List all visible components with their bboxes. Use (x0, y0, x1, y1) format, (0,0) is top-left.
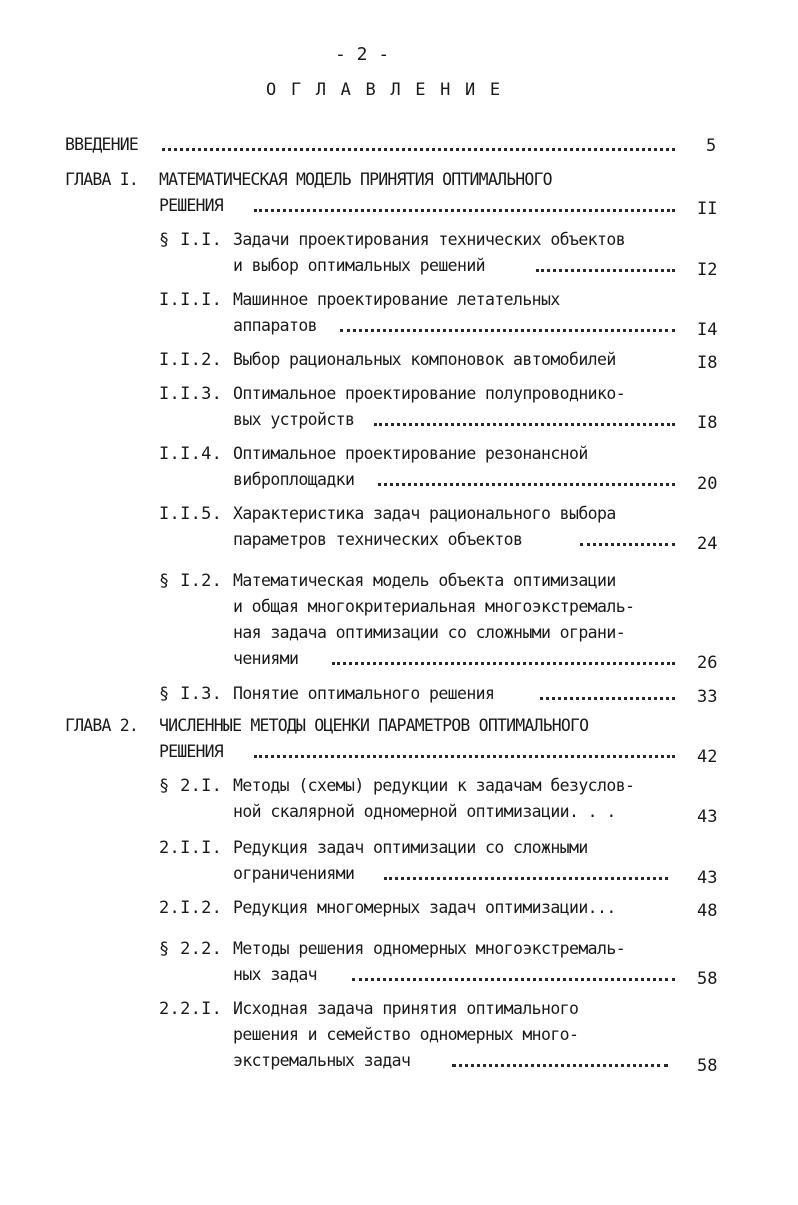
dot-leader (254, 209, 675, 212)
entry-title-line: Характеристика задач рационального выбора (233, 504, 616, 523)
entry-page: 58 (697, 969, 718, 989)
dot-leader (452, 1064, 668, 1067)
entry-title-line: Редукция задач оптимизации со сложными (233, 838, 588, 857)
entry-page: 48 (697, 901, 718, 921)
entry-page: 20 (697, 474, 718, 494)
entry-page: 43 (697, 807, 718, 827)
page-number: - 2 - (335, 44, 390, 65)
entry-title-line: Оптимальное проектирование резонансной (233, 444, 588, 463)
entry-title-line: МАТЕМАТИЧЕСКАЯ МОДЕЛЬ ПРИНЯТИЯ ОПТИМАЛЬНОГО (159, 170, 552, 189)
entry-page: I8 (697, 413, 718, 433)
entry-page: 24 (697, 534, 718, 554)
entry-page: 43 (697, 868, 718, 888)
entry-title-line: ной скалярной одномерной оптимизации. . . (233, 802, 616, 821)
entry-page: I2 (697, 260, 718, 280)
dot-leader (580, 543, 675, 546)
toc-title: О Г Л А В Л Е Н И Е (266, 80, 503, 100)
entry-title-line: Выбор рациональных компоновок автомобилей (233, 350, 616, 369)
dot-leader (540, 697, 675, 700)
entry-title-line: Задачи проектирования технических объектов (233, 230, 626, 249)
entry-number: I.I.5. (159, 504, 223, 524)
entry-title-line: РЕШЕНИЯ (159, 196, 223, 215)
entry-page: 33 (697, 687, 718, 707)
entry-page: 26 (697, 653, 718, 673)
entry-number: 2.I.I. (159, 838, 223, 858)
dot-leader (384, 877, 668, 880)
entry-title-line: Машинное проектирование летательных (233, 290, 560, 309)
entry-title-line: Исходная задача принятия оптимального (233, 999, 579, 1018)
entry-number: I.I.4. (159, 444, 223, 464)
entry-title-line: Методы (схемы) редукции к задачам безуслов- (233, 776, 635, 795)
dot-leader (332, 662, 675, 665)
entry-number: I.I.2. (159, 350, 223, 370)
entry-title-line: Методы решения одномерных многоэкстремаль- (233, 939, 626, 958)
entry-page: 58 (697, 1056, 718, 1076)
entry-number: I.I.I. (159, 290, 223, 310)
entry-title-line: Оптимальное проектирование полупроводнико- (233, 384, 626, 403)
entry-title-line: Редукция многомерных задач оптимизации... (233, 898, 616, 917)
dot-leader (162, 148, 675, 151)
entry-number: I.I.3. (159, 384, 223, 404)
entry-title-line: решения и семейство одномерных много- (233, 1025, 579, 1044)
entry-page: I4 (697, 320, 718, 340)
dot-leader (340, 329, 675, 332)
entry-title-line: Понятие оптимального решения (233, 684, 495, 703)
entry-title-line: Математическая модель объекта оптимизации (233, 571, 616, 590)
entry-number: § 2.2. (159, 939, 223, 959)
dot-leader (254, 755, 675, 758)
entry-title-line: вых устройств (233, 410, 355, 429)
entry-title-line: аппаратов (233, 316, 318, 335)
entry-number: § I.3. (159, 684, 223, 704)
entry-page: II (697, 199, 718, 219)
entry-number: § I.2. (159, 571, 223, 591)
entry-title-line: ограничениями (233, 864, 355, 883)
entry-title-line: чениями (233, 649, 299, 668)
entry-page: 42 (697, 747, 718, 767)
entry-page: 5 (706, 136, 717, 156)
entry-number: ГЛАВА I. (65, 170, 139, 189)
entry-page: I8 (697, 353, 718, 373)
entry-number: 2.2.I. (159, 999, 223, 1019)
entry-number: § 2.I. (159, 776, 223, 796)
entry-title-line: экстремальных задач (233, 1051, 411, 1070)
entry-title: ВВЕДЕНИЕ (65, 135, 139, 154)
dot-leader (352, 978, 675, 981)
entry-number: ГЛАВА 2. (65, 716, 139, 735)
entry-title-line: и выбор оптимальных решений (233, 256, 486, 275)
entry-title-line: параметров технических объектов (233, 530, 523, 549)
entry-title-line: ная задача оптимизации со сложными ограни- (233, 623, 626, 642)
entry-title-line: ЧИСЛЕННЫЕ МЕТОДЫ ОЦЕНКИ ПАРАМЕТРОВ ОПТИМАЛЬНОГО (159, 716, 589, 735)
entry-title-line: виброплощадки (233, 470, 355, 489)
entry-number: § I.I. (159, 230, 223, 250)
entry-number: 2.I.2. (159, 898, 223, 918)
dot-leader (374, 423, 675, 426)
dot-leader (536, 269, 675, 272)
dot-leader (378, 483, 675, 486)
entry-title-line: и общая многокритериальная многоэкстремаль- (233, 597, 635, 616)
entry-title-line: ных задач (233, 965, 318, 984)
entry-title-line: РЕШЕНИЯ (159, 742, 223, 761)
